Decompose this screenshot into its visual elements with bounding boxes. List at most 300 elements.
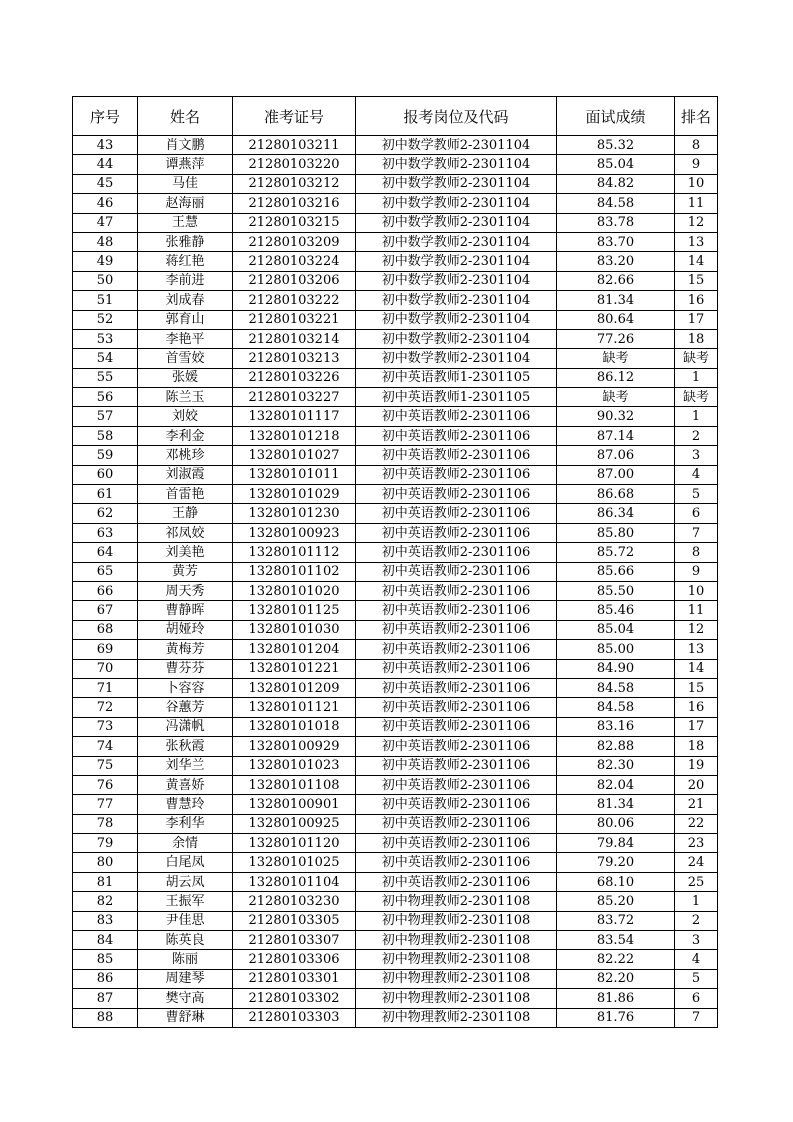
cell-interview-score: 80.06 bbox=[557, 814, 675, 833]
cell-index: 67 bbox=[73, 601, 138, 620]
cell-position-code: 初中数学教师2-2301104 bbox=[356, 232, 557, 251]
table-row bbox=[73, 232, 718, 251]
cell-name: 黄芳 bbox=[138, 562, 233, 581]
cell-index: 73 bbox=[73, 717, 138, 736]
cell-position-code: 初中英语教师2-2301106 bbox=[356, 814, 557, 833]
cell-name: 曹慧玲 bbox=[138, 795, 233, 814]
cell-exam-number: 21280103301 bbox=[233, 969, 356, 988]
cell-name: 李艳平 bbox=[138, 329, 233, 348]
cell-name: 黄梅芳 bbox=[138, 640, 233, 659]
cell-interview-score: 缺考 bbox=[557, 388, 675, 407]
cell-position-code: 初中英语教师2-2301106 bbox=[356, 523, 557, 542]
cell-exam-number: 21280103214 bbox=[233, 329, 356, 348]
cell-interview-score: 85.20 bbox=[557, 892, 675, 911]
table-row bbox=[73, 640, 718, 659]
cell-exam-number: 21280103222 bbox=[233, 291, 356, 310]
table-row bbox=[73, 136, 718, 155]
cell-position-code: 初中物理教师2-2301108 bbox=[356, 989, 557, 1008]
cell-exam-number: 13280101204 bbox=[233, 640, 356, 659]
cell-rank: 缺考 bbox=[675, 388, 718, 407]
cell-interview-score: 81.86 bbox=[557, 989, 675, 1008]
cell-exam-number: 13280101023 bbox=[233, 756, 356, 775]
cell-index: 55 bbox=[73, 368, 138, 387]
cell-index: 69 bbox=[73, 640, 138, 659]
cell-interview-score: 82.22 bbox=[557, 950, 675, 969]
cell-rank: 1 bbox=[675, 892, 718, 911]
cell-name: 陈英良 bbox=[138, 931, 233, 950]
cell-interview-score: 80.64 bbox=[557, 310, 675, 329]
cell-rank: 2 bbox=[675, 911, 718, 930]
cell-exam-number: 13280101230 bbox=[233, 504, 356, 523]
cell-name: 张雅静 bbox=[138, 232, 233, 251]
cell-interview-score: 79.84 bbox=[557, 834, 675, 853]
cell-exam-number: 21280103221 bbox=[233, 310, 356, 329]
cell-position-code: 初中数学教师2-2301104 bbox=[356, 213, 557, 232]
cell-rank: 18 bbox=[675, 329, 718, 348]
cell-rank: 6 bbox=[675, 504, 718, 523]
cell-exam-number: 13280101020 bbox=[233, 581, 356, 600]
table-row bbox=[73, 601, 718, 620]
table-row bbox=[73, 989, 718, 1008]
cell-interview-score: 86.34 bbox=[557, 504, 675, 523]
cell-position-code: 初中英语教师2-2301106 bbox=[356, 698, 557, 717]
cell-index: 54 bbox=[73, 349, 138, 368]
cell-name: 冯潇帆 bbox=[138, 717, 233, 736]
table-row bbox=[73, 698, 718, 717]
cell-interview-score: 84.58 bbox=[557, 698, 675, 717]
cell-exam-number: 21280103305 bbox=[233, 911, 356, 930]
cell-position-code: 初中数学教师2-2301104 bbox=[356, 291, 557, 310]
table-row bbox=[73, 349, 718, 368]
table-row bbox=[73, 407, 718, 426]
table-row bbox=[73, 950, 718, 969]
cell-interview-score: 缺考 bbox=[557, 349, 675, 368]
cell-index: 61 bbox=[73, 485, 138, 504]
cell-index: 58 bbox=[73, 426, 138, 445]
cell-interview-score: 85.72 bbox=[557, 543, 675, 562]
cell-interview-score: 85.66 bbox=[557, 562, 675, 581]
cell-exam-number: 13280101125 bbox=[233, 601, 356, 620]
cell-interview-score: 82.20 bbox=[557, 969, 675, 988]
cell-position-code: 初中物理教师2-2301108 bbox=[356, 911, 557, 930]
cell-interview-score: 86.68 bbox=[557, 485, 675, 504]
cell-position-code: 初中数学教师2-2301104 bbox=[356, 174, 557, 193]
cell-rank: 8 bbox=[675, 136, 718, 155]
cell-name: 郭育山 bbox=[138, 310, 233, 329]
table-row bbox=[73, 291, 718, 310]
cell-index: 64 bbox=[73, 543, 138, 562]
cell-position-code: 初中英语教师2-2301106 bbox=[356, 756, 557, 775]
cell-rank: 3 bbox=[675, 446, 718, 465]
cell-position-code: 初中英语教师2-2301106 bbox=[356, 834, 557, 853]
table-row bbox=[73, 388, 718, 407]
cell-name: 李利金 bbox=[138, 426, 233, 445]
cell-index: 60 bbox=[73, 465, 138, 484]
cell-index: 76 bbox=[73, 775, 138, 794]
cell-rank: 10 bbox=[675, 174, 718, 193]
cell-index: 72 bbox=[73, 698, 138, 717]
table-row bbox=[73, 795, 718, 814]
cell-name: 周天秀 bbox=[138, 581, 233, 600]
cell-exam-number: 21280103213 bbox=[233, 349, 356, 368]
cell-index: 46 bbox=[73, 194, 138, 213]
cell-position-code: 初中英语教师2-2301106 bbox=[356, 601, 557, 620]
cell-rank: 25 bbox=[675, 872, 718, 891]
cell-name: 陈丽 bbox=[138, 950, 233, 969]
table-row bbox=[73, 853, 718, 872]
cell-exam-number: 13280101030 bbox=[233, 620, 356, 639]
cell-interview-score: 85.00 bbox=[557, 640, 675, 659]
cell-name: 刘成春 bbox=[138, 291, 233, 310]
cell-position-code: 初中英语教师2-2301106 bbox=[356, 581, 557, 600]
cell-exam-number: 21280103226 bbox=[233, 368, 356, 387]
header-row bbox=[73, 97, 718, 136]
cell-rank: 24 bbox=[675, 853, 718, 872]
table-row bbox=[73, 213, 718, 232]
cell-rank: 12 bbox=[675, 213, 718, 232]
cell-exam-number: 13280100929 bbox=[233, 737, 356, 756]
results-table bbox=[72, 96, 718, 1028]
cell-name: 刘华兰 bbox=[138, 756, 233, 775]
cell-exam-number: 13280101018 bbox=[233, 717, 356, 736]
cell-interview-score: 68.10 bbox=[557, 872, 675, 891]
cell-name: 王慧 bbox=[138, 213, 233, 232]
cell-name: 赵海丽 bbox=[138, 194, 233, 213]
cell-rank: 7 bbox=[675, 1008, 718, 1027]
cell-position-code: 初中英语教师2-2301106 bbox=[356, 717, 557, 736]
cell-index: 83 bbox=[73, 911, 138, 930]
cell-rank: 14 bbox=[675, 659, 718, 678]
cell-rank: 16 bbox=[675, 698, 718, 717]
cell-exam-number: 21280103220 bbox=[233, 155, 356, 174]
cell-index: 43 bbox=[73, 136, 138, 155]
cell-index: 66 bbox=[73, 581, 138, 600]
cell-interview-score: 87.06 bbox=[557, 446, 675, 465]
table-row bbox=[73, 194, 718, 213]
table-row bbox=[73, 504, 718, 523]
cell-index: 63 bbox=[73, 523, 138, 542]
cell-index: 59 bbox=[73, 446, 138, 465]
cell-exam-number: 21280103216 bbox=[233, 194, 356, 213]
cell-position-code: 初中英语教师2-2301106 bbox=[356, 659, 557, 678]
cell-name: 樊守高 bbox=[138, 989, 233, 1008]
cell-name: 陈兰玉 bbox=[138, 388, 233, 407]
cell-interview-score: 84.58 bbox=[557, 678, 675, 697]
cell-interview-score: 82.30 bbox=[557, 756, 675, 775]
cell-name: 刘姣 bbox=[138, 407, 233, 426]
table-row bbox=[73, 969, 718, 988]
cell-position-code: 初中物理教师2-2301108 bbox=[356, 931, 557, 950]
cell-position-code: 初中物理教师2-2301108 bbox=[356, 892, 557, 911]
cell-name: 蒋红艳 bbox=[138, 252, 233, 271]
cell-interview-score: 81.34 bbox=[557, 795, 675, 814]
header-exam-number: 准考证号 bbox=[233, 97, 356, 136]
cell-index: 88 bbox=[73, 1008, 138, 1027]
cell-name: 曹静晖 bbox=[138, 601, 233, 620]
cell-position-code: 初中数学教师2-2301104 bbox=[356, 349, 557, 368]
table-row bbox=[73, 620, 718, 639]
cell-interview-score: 82.66 bbox=[557, 271, 675, 290]
cell-position-code: 初中英语教师2-2301106 bbox=[356, 543, 557, 562]
cell-index: 65 bbox=[73, 562, 138, 581]
table-row bbox=[73, 310, 718, 329]
table-row bbox=[73, 775, 718, 794]
cell-rank: 6 bbox=[675, 989, 718, 1008]
cell-interview-score: 84.82 bbox=[557, 174, 675, 193]
cell-name: 卜容容 bbox=[138, 678, 233, 697]
cell-rank: 18 bbox=[675, 737, 718, 756]
cell-position-code: 初中数学教师2-2301104 bbox=[356, 329, 557, 348]
cell-rank: 17 bbox=[675, 310, 718, 329]
cell-index: 53 bbox=[73, 329, 138, 348]
cell-rank: 16 bbox=[675, 291, 718, 310]
cell-rank: 15 bbox=[675, 678, 718, 697]
cell-rank: 12 bbox=[675, 620, 718, 639]
cell-name: 谭燕萍 bbox=[138, 155, 233, 174]
header-rank: 排名 bbox=[675, 97, 718, 136]
cell-exam-number: 13280100923 bbox=[233, 523, 356, 542]
cell-index: 74 bbox=[73, 737, 138, 756]
cell-name: 胡娅玲 bbox=[138, 620, 233, 639]
cell-exam-number: 13280101209 bbox=[233, 678, 356, 697]
cell-index: 47 bbox=[73, 213, 138, 232]
table-row bbox=[73, 271, 718, 290]
cell-interview-score: 83.20 bbox=[557, 252, 675, 271]
cell-position-code: 初中英语教师2-2301106 bbox=[356, 426, 557, 445]
table-row bbox=[73, 155, 718, 174]
cell-interview-score: 87.00 bbox=[557, 465, 675, 484]
cell-interview-score: 83.78 bbox=[557, 213, 675, 232]
cell-index: 78 bbox=[73, 814, 138, 833]
cell-name: 白尾凤 bbox=[138, 853, 233, 872]
cell-index: 82 bbox=[73, 892, 138, 911]
cell-name: 刘美艳 bbox=[138, 543, 233, 562]
cell-rank: 13 bbox=[675, 232, 718, 251]
cell-rank: 4 bbox=[675, 465, 718, 484]
cell-exam-number: 21280103224 bbox=[233, 252, 356, 271]
cell-index: 45 bbox=[73, 174, 138, 193]
cell-name: 余情 bbox=[138, 834, 233, 853]
cell-index: 79 bbox=[73, 834, 138, 853]
cell-position-code: 初中物理教师2-2301108 bbox=[356, 950, 557, 969]
cell-index: 81 bbox=[73, 872, 138, 891]
table-row bbox=[73, 659, 718, 678]
cell-index: 84 bbox=[73, 931, 138, 950]
cell-exam-number: 13280101218 bbox=[233, 426, 356, 445]
cell-position-code: 初中数学教师2-2301104 bbox=[356, 310, 557, 329]
cell-rank: 5 bbox=[675, 969, 718, 988]
cell-interview-score: 79.20 bbox=[557, 853, 675, 872]
cell-rank: 2 bbox=[675, 426, 718, 445]
cell-exam-number: 13280101121 bbox=[233, 698, 356, 717]
cell-exam-number: 13280101120 bbox=[233, 834, 356, 853]
table-row bbox=[73, 329, 718, 348]
cell-rank: 22 bbox=[675, 814, 718, 833]
cell-rank: 14 bbox=[675, 252, 718, 271]
cell-rank: 缺考 bbox=[675, 349, 718, 368]
cell-index: 85 bbox=[73, 950, 138, 969]
cell-index: 68 bbox=[73, 620, 138, 639]
cell-interview-score: 81.76 bbox=[557, 1008, 675, 1027]
cell-rank: 11 bbox=[675, 601, 718, 620]
cell-exam-number: 21280103215 bbox=[233, 213, 356, 232]
cell-name: 李前进 bbox=[138, 271, 233, 290]
cell-position-code: 初中数学教师2-2301104 bbox=[356, 194, 557, 213]
cell-name: 王振军 bbox=[138, 892, 233, 911]
table-row bbox=[73, 446, 718, 465]
cell-name: 刘淑霞 bbox=[138, 465, 233, 484]
cell-interview-score: 85.32 bbox=[557, 136, 675, 155]
cell-exam-number: 13280101011 bbox=[233, 465, 356, 484]
cell-interview-score: 77.26 bbox=[557, 329, 675, 348]
table-row bbox=[73, 465, 718, 484]
cell-exam-number: 13280101102 bbox=[233, 562, 356, 581]
cell-rank: 11 bbox=[675, 194, 718, 213]
cell-interview-score: 85.46 bbox=[557, 601, 675, 620]
cell-exam-number: 21280103306 bbox=[233, 950, 356, 969]
cell-exam-number: 13280100925 bbox=[233, 814, 356, 833]
cell-position-code: 初中数学教师2-2301104 bbox=[356, 155, 557, 174]
cell-index: 80 bbox=[73, 853, 138, 872]
table-row bbox=[73, 892, 718, 911]
cell-interview-score: 83.70 bbox=[557, 232, 675, 251]
cell-interview-score: 83.72 bbox=[557, 911, 675, 930]
cell-position-code: 初中英语教师2-2301106 bbox=[356, 446, 557, 465]
table-row bbox=[73, 562, 718, 581]
cell-name: 马佳 bbox=[138, 174, 233, 193]
cell-interview-score: 86.12 bbox=[557, 368, 675, 387]
table-row bbox=[73, 581, 718, 600]
cell-name: 李利华 bbox=[138, 814, 233, 833]
table-row bbox=[73, 931, 718, 950]
cell-exam-number: 21280103227 bbox=[233, 388, 356, 407]
cell-exam-number: 13280100901 bbox=[233, 795, 356, 814]
cell-exam-number: 21280103206 bbox=[233, 271, 356, 290]
cell-name: 胡云凤 bbox=[138, 872, 233, 891]
cell-name: 邓桃珍 bbox=[138, 446, 233, 465]
cell-exam-number: 21280103302 bbox=[233, 989, 356, 1008]
cell-position-code: 初中英语教师2-2301106 bbox=[356, 620, 557, 639]
cell-index: 87 bbox=[73, 989, 138, 1008]
cell-rank: 4 bbox=[675, 950, 718, 969]
cell-position-code: 初中物理教师2-2301108 bbox=[356, 1008, 557, 1027]
cell-index: 51 bbox=[73, 291, 138, 310]
cell-name: 王静 bbox=[138, 504, 233, 523]
cell-position-code: 初中英语教师2-2301106 bbox=[356, 678, 557, 697]
cell-index: 62 bbox=[73, 504, 138, 523]
cell-rank: 1 bbox=[675, 407, 718, 426]
cell-interview-score: 85.04 bbox=[557, 155, 675, 174]
cell-interview-score: 90.32 bbox=[557, 407, 675, 426]
cell-interview-score: 85.80 bbox=[557, 523, 675, 542]
cell-interview-score: 82.04 bbox=[557, 775, 675, 794]
cell-interview-score: 87.14 bbox=[557, 426, 675, 445]
cell-position-code: 初中英语教师2-2301106 bbox=[356, 853, 557, 872]
cell-position-code: 初中数学教师2-2301104 bbox=[356, 252, 557, 271]
cell-interview-score: 85.50 bbox=[557, 581, 675, 600]
cell-rank: 19 bbox=[675, 756, 718, 775]
cell-position-code: 初中英语教师2-2301106 bbox=[356, 465, 557, 484]
table-row bbox=[73, 834, 718, 853]
cell-name: 首雪姣 bbox=[138, 349, 233, 368]
cell-name: 曹舒琳 bbox=[138, 1008, 233, 1027]
cell-rank: 5 bbox=[675, 485, 718, 504]
cell-position-code: 初中物理教师2-2301108 bbox=[356, 969, 557, 988]
table-row bbox=[73, 174, 718, 193]
cell-rank: 21 bbox=[675, 795, 718, 814]
cell-position-code: 初中英语教师1-2301105 bbox=[356, 368, 557, 387]
cell-rank: 9 bbox=[675, 562, 718, 581]
table-row bbox=[73, 485, 718, 504]
cell-position-code: 初中英语教师1-2301105 bbox=[356, 388, 557, 407]
cell-exam-number: 21280103307 bbox=[233, 931, 356, 950]
cell-position-code: 初中英语教师2-2301106 bbox=[356, 795, 557, 814]
cell-index: 56 bbox=[73, 388, 138, 407]
table-row bbox=[73, 523, 718, 542]
table-row bbox=[73, 814, 718, 833]
cell-index: 71 bbox=[73, 678, 138, 697]
cell-rank: 10 bbox=[675, 581, 718, 600]
cell-exam-number: 13280101108 bbox=[233, 775, 356, 794]
cell-rank: 8 bbox=[675, 543, 718, 562]
table-row bbox=[73, 252, 718, 271]
cell-index: 77 bbox=[73, 795, 138, 814]
cell-rank: 9 bbox=[675, 155, 718, 174]
cell-exam-number: 13280101027 bbox=[233, 446, 356, 465]
cell-position-code: 初中英语教师2-2301106 bbox=[356, 872, 557, 891]
cell-index: 52 bbox=[73, 310, 138, 329]
cell-position-code: 初中英语教师2-2301106 bbox=[356, 485, 557, 504]
cell-name: 祁凤姣 bbox=[138, 523, 233, 542]
table-row bbox=[73, 717, 718, 736]
cell-rank: 13 bbox=[675, 640, 718, 659]
cell-index: 86 bbox=[73, 969, 138, 988]
header-name: 姓名 bbox=[138, 97, 233, 136]
cell-name: 谷蕙芳 bbox=[138, 698, 233, 717]
cell-index: 49 bbox=[73, 252, 138, 271]
cell-exam-number: 13280101025 bbox=[233, 853, 356, 872]
cell-name: 首雷艳 bbox=[138, 485, 233, 504]
cell-index: 44 bbox=[73, 155, 138, 174]
cell-rank: 15 bbox=[675, 271, 718, 290]
table-row bbox=[73, 368, 718, 387]
cell-interview-score: 81.34 bbox=[557, 291, 675, 310]
table-body bbox=[73, 136, 718, 1028]
cell-name: 黄喜娇 bbox=[138, 775, 233, 794]
cell-position-code: 初中英语教师2-2301106 bbox=[356, 775, 557, 794]
header-index: 序号 bbox=[73, 97, 138, 136]
cell-position-code: 初中英语教师2-2301106 bbox=[356, 562, 557, 581]
cell-name: 周建琴 bbox=[138, 969, 233, 988]
cell-interview-score: 82.88 bbox=[557, 737, 675, 756]
cell-exam-number: 21280103211 bbox=[233, 136, 356, 155]
cell-exam-number: 13280101112 bbox=[233, 543, 356, 562]
cell-rank: 1 bbox=[675, 368, 718, 387]
cell-name: 张秋霞 bbox=[138, 737, 233, 756]
cell-position-code: 初中英语教师2-2301106 bbox=[356, 407, 557, 426]
cell-exam-number: 13280101221 bbox=[233, 659, 356, 678]
cell-index: 75 bbox=[73, 756, 138, 775]
table-row bbox=[73, 426, 718, 445]
cell-exam-number: 13280101117 bbox=[233, 407, 356, 426]
table-row bbox=[73, 543, 718, 562]
cell-exam-number: 21280103303 bbox=[233, 1008, 356, 1027]
cell-name: 肖文鹏 bbox=[138, 136, 233, 155]
cell-name: 曹芬芬 bbox=[138, 659, 233, 678]
cell-index: 70 bbox=[73, 659, 138, 678]
cell-rank: 7 bbox=[675, 523, 718, 542]
cell-position-code: 初中英语教师2-2301106 bbox=[356, 737, 557, 756]
